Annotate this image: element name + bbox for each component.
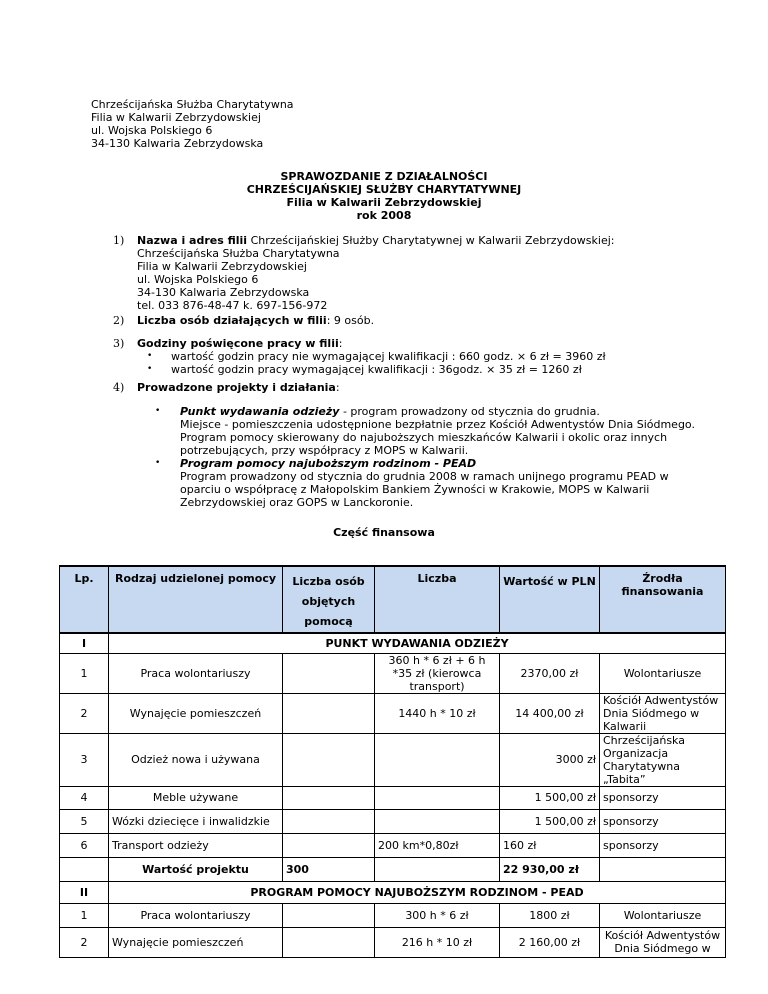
header-liczba-osob: Liczba osób objętych pomocą	[283, 566, 375, 633]
cell-osoby	[283, 903, 375, 927]
item-label: Godziny poświęcone pracy w filii	[137, 337, 339, 350]
cell-lp	[60, 857, 109, 881]
table-row	[60, 809, 726, 833]
table-row	[60, 733, 726, 786]
cell-lp: 6	[60, 833, 109, 857]
cell-lp: 1	[60, 653, 109, 693]
cell-zrodla: Kościół Adwentystów Dnia Siódmego w Kalwarii	[600, 693, 726, 733]
header-zrodla: Źrodła finansowania	[600, 566, 726, 633]
cell-zrodla: sponsorzy	[600, 786, 726, 809]
project-pead	[155, 457, 721, 509]
header-rodzaj: Rodzaj udzielonej pomocy	[109, 566, 283, 633]
cell-osoby	[283, 733, 375, 786]
cell-rodzaj: Meble używane	[109, 786, 283, 809]
title-line: rok 2008	[356, 209, 412, 222]
address-block	[91, 98, 294, 150]
cell-rodzaj: Wózki dziecięce i inwalidzkie	[109, 809, 283, 833]
item-line: Filia w Kalwarii Zebrzydowskiej	[137, 260, 307, 273]
section-row	[60, 881, 726, 903]
cell-liczba: 200 km*0,80zł	[375, 833, 500, 857]
item-number: 4)	[113, 381, 125, 394]
cell-rodzaj: Praca wolontariuszy	[109, 653, 283, 693]
table-row	[60, 927, 726, 957]
section-number: II	[60, 881, 109, 903]
section-name: PROGRAM POMOCY NAJUBOŻSZYM RODZINOM - PEAD	[109, 881, 726, 903]
bullet-text: wartość godzin pracy nie wymagającej kwalifikacji : 660 godz. × 6 zł = 3960 zł	[171, 350, 606, 363]
table-row	[60, 653, 726, 693]
cell-osoby	[283, 786, 375, 809]
item-label: Liczba osób działających w filii	[137, 314, 327, 327]
financial-table	[59, 565, 726, 958]
cell-wartosc: 160 zł	[500, 833, 600, 857]
address-line: Chrześcijańska Służba Charytatywna	[91, 98, 294, 111]
item-label: Prowadzone projekty i działania	[137, 381, 336, 394]
cell-zrodla: sponsorzy	[600, 833, 726, 857]
cell-wartosc: 3000 zł	[500, 733, 600, 786]
section-number: I	[60, 633, 109, 653]
cell-liczba: 360 h * 6 zł + 6 h *35 zł (kierowca transport)	[375, 653, 500, 693]
item-text: :	[335, 381, 340, 394]
cell-osoby	[283, 653, 375, 693]
total-wartosc: 22 930,00 zł	[500, 857, 600, 881]
title-line: SPRAWOZDANIE Z DZIAŁALNOŚCI	[280, 170, 488, 183]
cell-zrodla: Chrześcijańska Organizacja Charytatywna „Tabita”	[600, 733, 726, 786]
cell-osoby	[283, 927, 375, 957]
cell-lp: 5	[60, 809, 109, 833]
cell-liczba: 1440 h * 10 zł	[375, 693, 500, 733]
item-number: 2)	[113, 314, 125, 327]
cell-lp: 2	[60, 927, 109, 957]
project-line: Miejsce - pomieszczenia udostępnione bezpłatnie przez Kościół Adwentystów Dnia Siódmego.	[180, 418, 695, 431]
project-line: oparciu o współpracę z Małopolskim Bankiem Żywności w Krakowie, MOPS w Kalwarii	[180, 483, 650, 496]
address-line: ul. Wojska Polskiego 6	[91, 124, 213, 137]
cell-liczba	[375, 809, 500, 833]
title-line: CHRZEŚCIJAŃSKIEJ SŁUŻBY CHARYTATYWNEJ	[246, 183, 522, 196]
total-label: Wartość projektu	[109, 857, 283, 881]
table-row	[60, 786, 726, 809]
cell-wartosc: 14 400,00 zł	[500, 693, 600, 733]
header-wartosc: Wartość w PLN	[500, 566, 600, 633]
cell-osoby	[283, 833, 375, 857]
section-row	[60, 633, 726, 653]
table-row	[60, 833, 726, 857]
cell-wartosc: 1 500,00 zł	[500, 786, 600, 809]
project-title: Program pomocy najuboższym rodzinom - PEAD	[180, 457, 477, 470]
project-line: Program pomocy skierowany do najuboższych mieszkańców Kalwarii i okolic oraz innych	[180, 431, 668, 444]
total-row	[60, 857, 726, 881]
item-text: :	[338, 337, 343, 350]
project-text: - program prowadzony od stycznia do grudnia.	[339, 405, 600, 418]
cell-wartosc: 1 500,00 zł	[500, 809, 600, 833]
cell-zrodla: Kościół Adwentystów Dnia Siódmego w	[600, 927, 726, 957]
cell-rodzaj: Wynajęcie pomieszczeń	[109, 927, 283, 957]
bullet-text: wartość godzin pracy wymagającej kwalifikacji : 36godz. × 35 zł = 1260 zł	[171, 363, 582, 376]
cell-wartosc: 2370,00 zł	[500, 653, 600, 693]
cell-lp: 1	[60, 903, 109, 927]
cell-liczba	[375, 857, 500, 881]
bullet-icon: •	[147, 351, 153, 361]
header-liczba: Liczba	[375, 566, 500, 633]
project-line: Program prowadzony od stycznia do grudnia 2008 w ramach unijnego programu PEAD w	[180, 470, 669, 483]
table-row	[60, 903, 726, 927]
cell-rodzaj: Wynajęcie pomieszczeń	[109, 693, 283, 733]
cell-liczba: 216 h * 10 zł	[375, 927, 500, 957]
cell-osoby	[283, 809, 375, 833]
bullet-icon: •	[155, 458, 161, 468]
cell-wartosc: 2 160,00 zł	[500, 927, 600, 957]
item-line: tel. 033 876-48-47 k. 697-156-972	[137, 299, 328, 312]
item-number: 3)	[113, 337, 125, 350]
project-clothing	[155, 405, 721, 457]
report-title	[0, 170, 768, 222]
header-lp: Lp.	[60, 566, 109, 633]
item-line: 34-130 Kalwaria Zebrzydowska	[137, 286, 310, 299]
item-line: ul. Wojska Polskiego 6	[137, 273, 259, 286]
cell-zrodla: sponsorzy	[600, 809, 726, 833]
table-row	[60, 693, 726, 733]
item-text: : 9 osób.	[326, 314, 375, 327]
cell-liczba	[375, 786, 500, 809]
cell-lp: 3	[60, 733, 109, 786]
cell-zrodla	[600, 857, 726, 881]
item-line: Chrześcijańska Służba Charytatywna	[137, 247, 340, 260]
bullet-icon: •	[155, 406, 161, 416]
cell-zrodla: Wolontariusze	[600, 653, 726, 693]
cell-liczba	[375, 733, 500, 786]
cell-zrodla: Wolontariusze	[600, 903, 726, 927]
item-text: Chrześcijańskiej Służby Charytatywnej w Kalwarii Zebrzydowskiej:	[247, 234, 615, 247]
cell-liczba: 300 h * 6 zł	[375, 903, 500, 927]
bullet-icon: •	[147, 364, 153, 374]
total-osoby: 300	[283, 857, 375, 881]
cell-rodzaj: Odzież nowa i używana	[109, 733, 283, 786]
cell-lp: 2	[60, 693, 109, 733]
project-line: Zebrzydowskiej oraz GOPS w Lanckoronie.	[180, 496, 414, 509]
cell-osoby	[283, 693, 375, 733]
item-label: Nazwa i adres filii	[137, 234, 248, 247]
address-line: 34-130 Kalwaria Zebrzydowska	[91, 137, 264, 150]
section-name: PUNKT WYDAWANIA ODZIEŻY	[109, 633, 726, 653]
cell-wartosc: 1800 zł	[500, 903, 600, 927]
cell-rodzaj: Transport odzieży	[109, 833, 283, 857]
project-title: Punkt wydawania odzieży	[180, 405, 340, 418]
section-title: Część finansowa	[333, 526, 435, 539]
title-line: Filia w Kalwarii Zebrzydowskiej	[286, 196, 482, 209]
cell-rodzaj: Praca wolontariuszy	[109, 903, 283, 927]
cell-lp: 4	[60, 786, 109, 809]
table-header	[60, 566, 726, 633]
item-number: 1)	[113, 234, 125, 247]
project-line: potrzebujących, przy współpracy z MOPS w Kalwarii.	[180, 444, 469, 457]
address-line: Filia w Kalwarii Zebrzydowskiej	[91, 111, 261, 124]
